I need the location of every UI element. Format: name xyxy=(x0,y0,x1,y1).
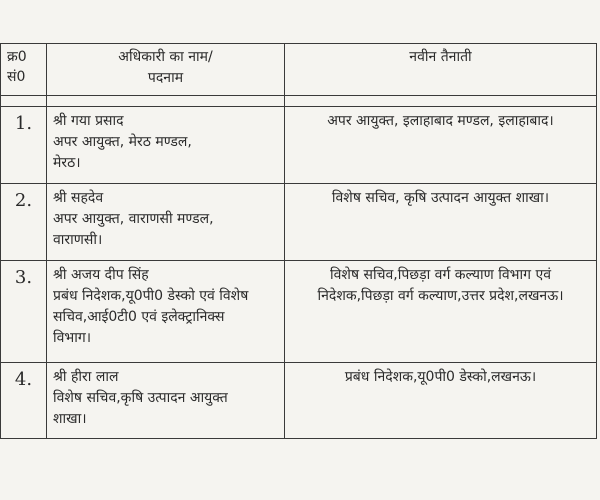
table-row xyxy=(1,184,597,261)
table-row xyxy=(1,261,597,363)
posting-cell xyxy=(285,261,597,363)
table-header-row xyxy=(1,44,597,96)
row-number: 4. xyxy=(1,363,47,439)
row-number: 1. xyxy=(1,107,47,184)
officer-name: श्री अजय दीप सिंह xyxy=(53,267,149,283)
spacer-cell xyxy=(47,96,285,107)
officer-designation-line: अपर आयुक्त, मेरठ मण्डल, xyxy=(53,134,192,150)
row-number: 3. xyxy=(1,261,47,363)
officer-designation-line: प्रबंध निदेशक,यू0पी0 डेस्को एवं विशेष xyxy=(53,288,249,304)
table-row xyxy=(1,107,597,184)
posting-line: निदेशक,पिछड़ा वर्ग कल्याण,उत्तर प्रदेश,लखनऊ। xyxy=(317,288,564,304)
officer-designation-line: शाखा। xyxy=(53,411,87,427)
spacer-cell xyxy=(285,96,597,107)
spacer-cell xyxy=(1,96,47,107)
header-officer xyxy=(47,44,285,96)
officer-cell xyxy=(47,261,285,363)
header-serial-line: सं0 xyxy=(7,69,26,85)
officer-designation-line: विशेष सचिव,कृषि उत्पादन आयुक्त xyxy=(53,390,228,406)
posting-line: प्रबंध निदेशक,यू0पी0 डेस्को,लखनऊ। xyxy=(344,369,537,385)
row-number: 2. xyxy=(1,184,47,261)
officer-name: श्री सहदेव xyxy=(53,190,104,206)
table-row xyxy=(1,363,597,439)
officer-cell xyxy=(47,184,285,261)
posting-line: अपर आयुक्त, इलाहाबाद मण्डल, इलाहाबाद। xyxy=(327,113,554,129)
header-officer-line: अधिकारी का नाम/ xyxy=(118,49,213,65)
officer-designation-line: अपर आयुक्त, वाराणसी मण्डल, xyxy=(53,211,214,227)
header-officer-line: पदनाम xyxy=(147,70,184,86)
officer-name: श्री हीरा लाल xyxy=(53,369,119,385)
spacer-row xyxy=(1,96,597,107)
posting-cell xyxy=(285,184,597,261)
officer-cell xyxy=(47,363,285,439)
officer-designation-line: वाराणसी। xyxy=(53,232,103,248)
header-posting: नवीन तैनाती xyxy=(285,44,597,96)
officer-cell xyxy=(47,107,285,184)
posting-line: विशेष सचिव, कृषि उत्पादन आयुक्त शाखा। xyxy=(331,190,550,206)
officer-designation-line: विभाग। xyxy=(53,330,92,346)
header-serial-line: क्र0 xyxy=(7,49,27,65)
posting-table xyxy=(0,43,597,439)
posting-cell xyxy=(285,363,597,439)
posting-cell xyxy=(285,107,597,184)
header-serial xyxy=(1,44,47,96)
officer-name: श्री गया प्रसाद xyxy=(53,113,124,129)
posting-line: विशेष सचिव,पिछड़ा वर्ग कल्याण विभाग एवं xyxy=(330,267,551,283)
officer-designation-line: सचिव,आई0टी0 एवं इलेक्ट्रानिक्स xyxy=(53,309,225,325)
officer-designation-line: मेरठ। xyxy=(53,155,81,171)
